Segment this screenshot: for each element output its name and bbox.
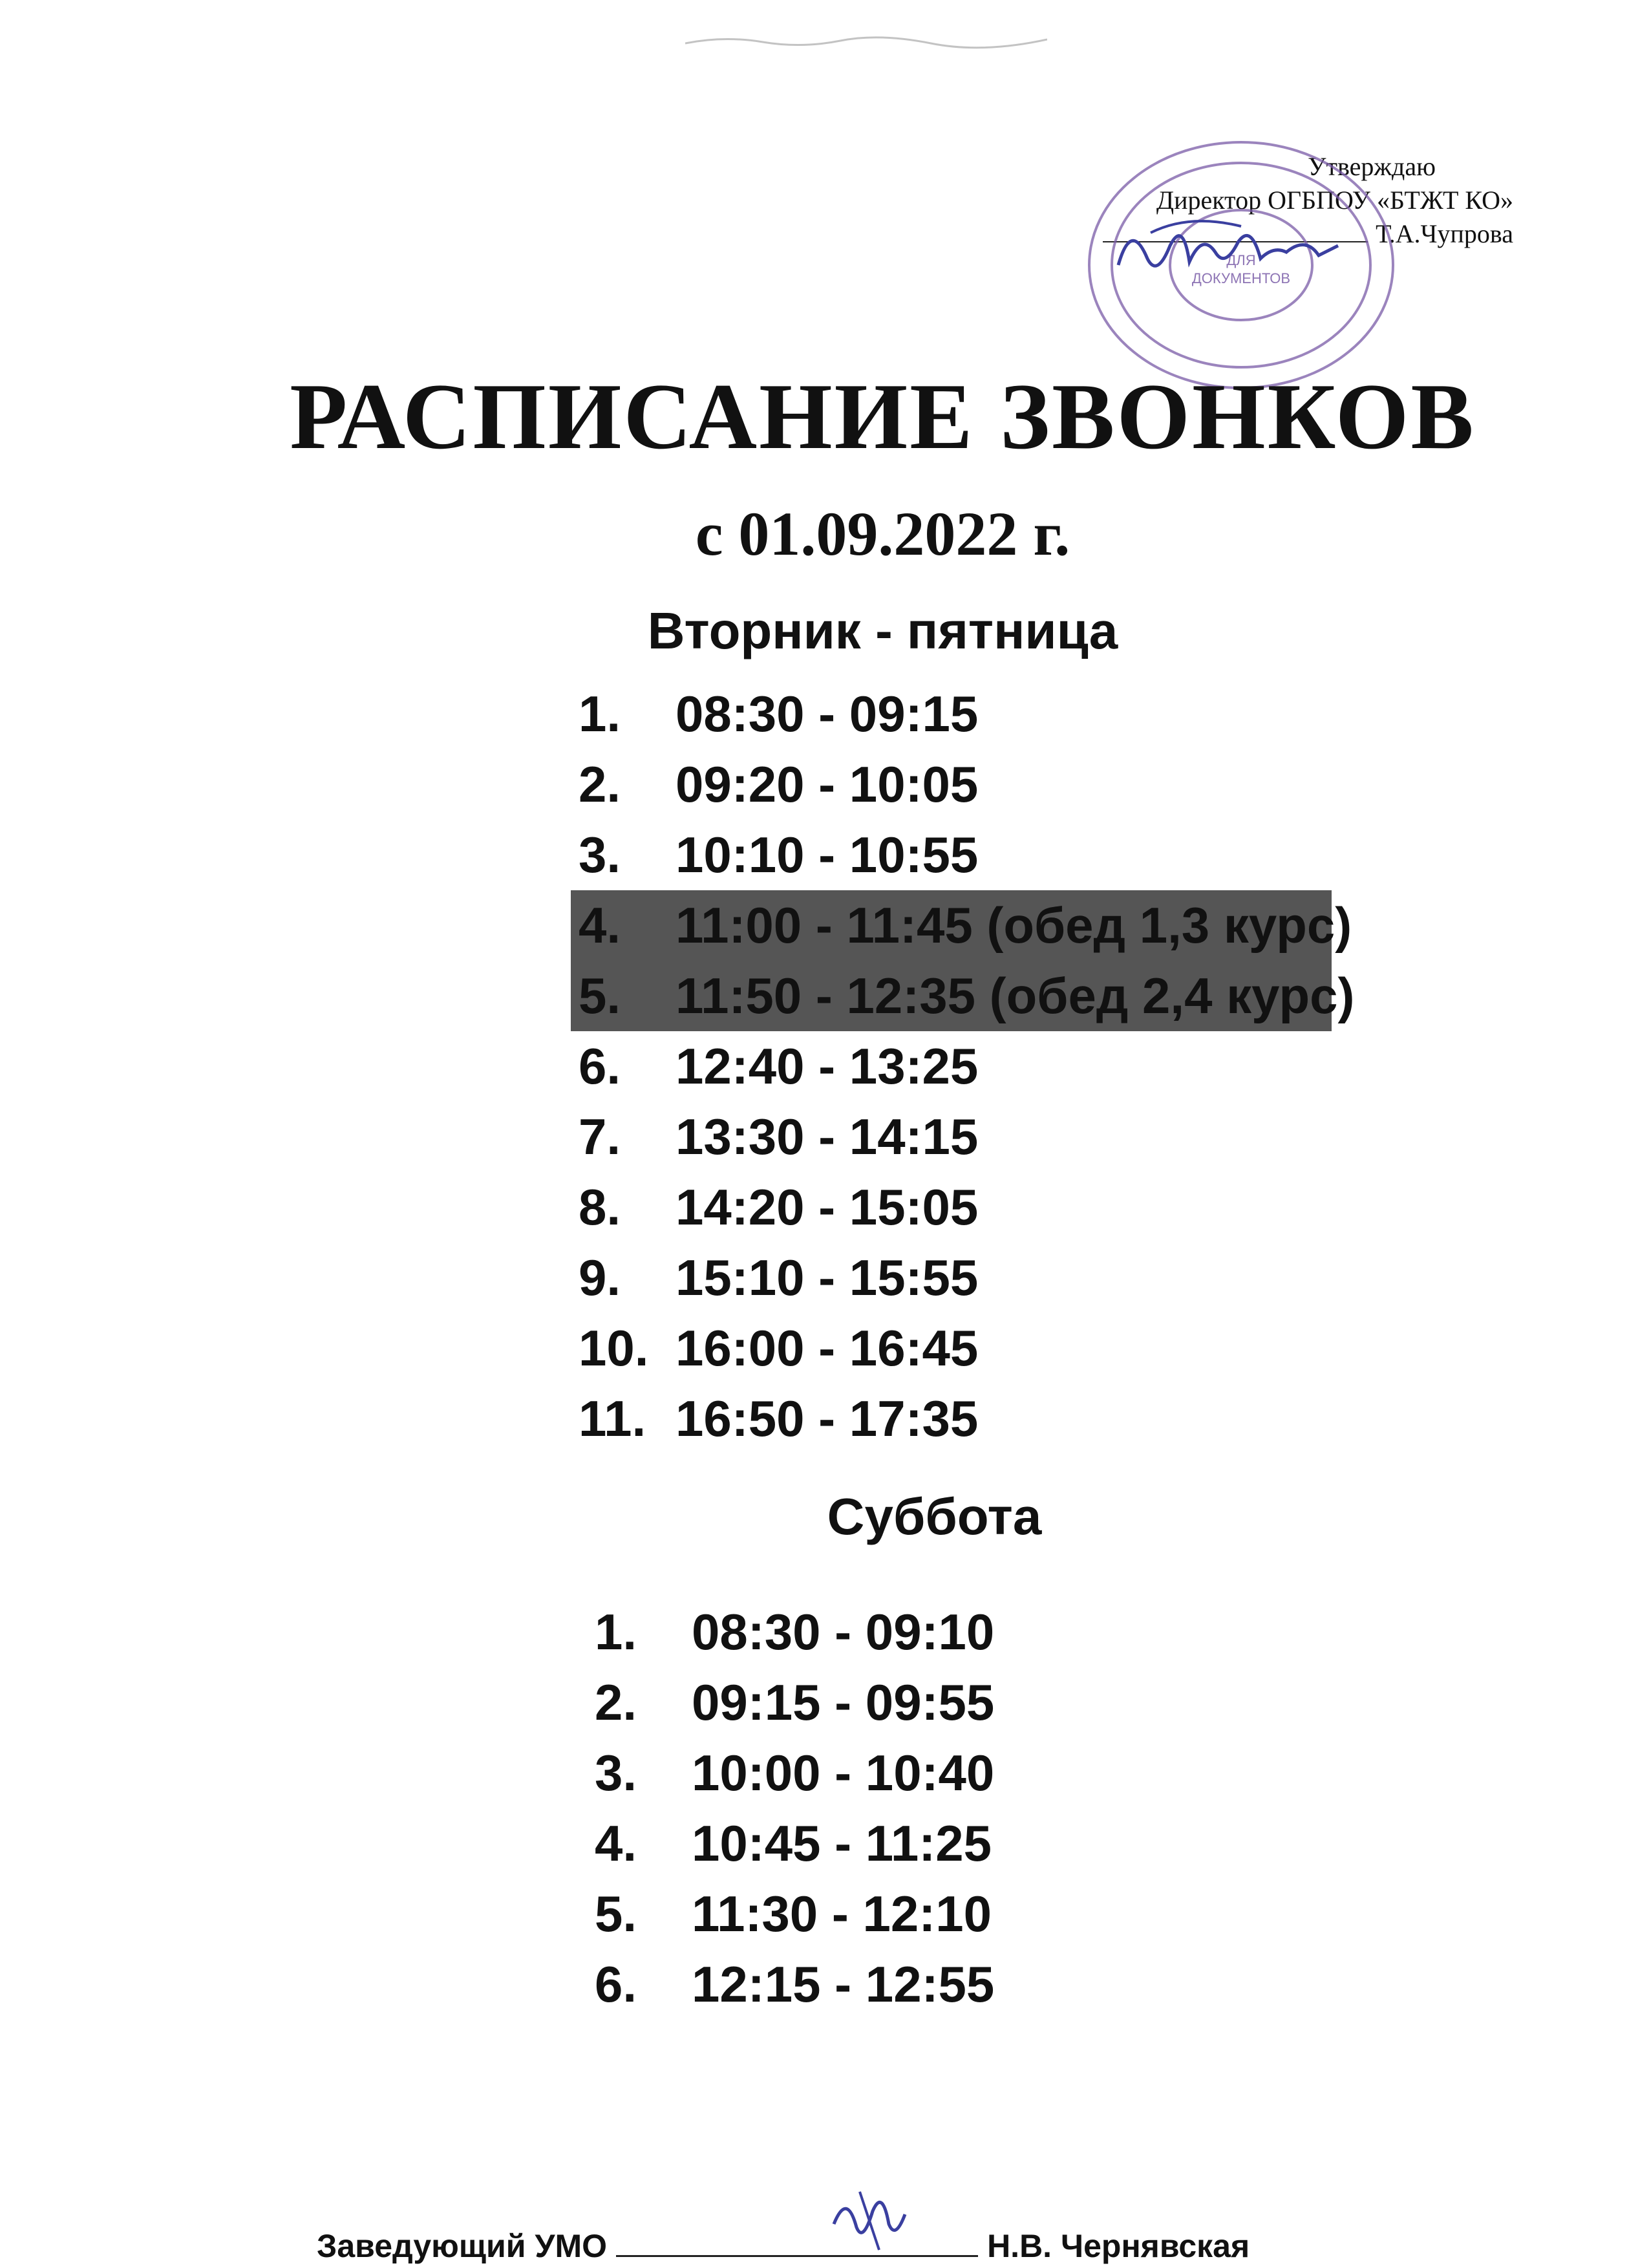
row-number: 9. xyxy=(579,1249,621,1306)
weekdays-list xyxy=(579,679,1355,1454)
row-number: 1. xyxy=(595,1603,637,1660)
approval-position: Директор ОГБПОУ «БТЖТ КО» xyxy=(1156,186,1513,215)
row-time: 11:30 - 12:10 xyxy=(692,1885,992,1942)
weekdays-heading: Вторник - пятница xyxy=(647,602,1118,659)
row-time: 12:15 - 12:55 xyxy=(692,1956,995,2013)
row-number: 11. xyxy=(579,1390,646,1447)
row-time: 14:20 - 15:05 xyxy=(676,1179,979,1236)
schedule-row xyxy=(579,749,1332,820)
row-time: 15:10 - 15:55 xyxy=(676,1249,979,1306)
schedule-row xyxy=(595,1738,994,1808)
row-number: 6. xyxy=(595,1956,637,2013)
row-number: 3. xyxy=(579,826,621,883)
row-number: 7. xyxy=(579,1108,621,1165)
schedule-row xyxy=(595,1597,994,1667)
row-number: 5. xyxy=(595,1885,637,1942)
row-number: 4. xyxy=(579,897,621,954)
row-number: 5. xyxy=(579,967,621,1024)
schedule-row xyxy=(595,1667,994,1738)
row-number: 3. xyxy=(595,1744,637,1801)
row-time: 08:30 - 09:10 xyxy=(692,1603,995,1660)
footer-position: Заведующий УМО xyxy=(317,2228,608,2264)
row-time: 16:50 - 17:35 xyxy=(676,1390,979,1447)
schedule-row xyxy=(579,1313,1332,1384)
schedule-row xyxy=(579,1384,1332,1454)
stamp-text-2: ДОКУМЕНТОВ xyxy=(1191,270,1291,286)
row-number: 1. xyxy=(579,685,621,742)
row-number: 4. xyxy=(595,1815,637,1872)
schedule-row xyxy=(579,1243,1332,1313)
scan-artifact xyxy=(685,29,1047,55)
row-time: 10:10 - 10:55 xyxy=(676,826,979,883)
page-title: РАСПИСАНИЕ ЗВОНКОВ xyxy=(290,364,1476,469)
row-time: 09:15 - 09:55 xyxy=(692,1674,995,1731)
head-signature xyxy=(821,2179,918,2256)
footer-signature-block xyxy=(317,2227,1250,2265)
footer-name: Н.В. Чернявская xyxy=(987,2228,1250,2264)
row-time: 11:00 - 11:45 (обед 1,3 курс) xyxy=(676,897,1352,954)
approval-signer: Т.А.Чупрова xyxy=(1376,219,1513,248)
effective-date: с 01.09.2022 г. xyxy=(695,499,1070,568)
schedule-row xyxy=(579,1102,1332,1172)
row-number: 2. xyxy=(595,1674,637,1731)
row-time: 10:45 - 11:25 xyxy=(692,1815,992,1872)
row-time: 12:40 - 13:25 xyxy=(676,1038,979,1095)
signature-underline xyxy=(616,2229,978,2257)
row-number: 10. xyxy=(579,1320,649,1376)
row-time: 08:30 - 09:15 xyxy=(676,685,979,742)
schedule-row xyxy=(595,1879,994,1949)
schedule-row xyxy=(595,1949,994,2020)
row-number: 6. xyxy=(579,1038,621,1095)
saturday-heading: Суббота xyxy=(827,1488,1042,1545)
schedule-row xyxy=(579,820,1332,890)
director-signature xyxy=(1112,207,1345,291)
row-number: 8. xyxy=(579,1179,621,1236)
row-number: 2. xyxy=(579,756,621,813)
schedule-row-lunch xyxy=(571,961,1355,1031)
schedule-row xyxy=(579,1031,1332,1102)
schedule-row xyxy=(579,679,1332,749)
schedule-row-lunch xyxy=(571,890,1352,961)
schedule-row xyxy=(595,1808,994,1879)
saturday-list xyxy=(595,1597,994,2020)
row-time: 09:20 - 10:05 xyxy=(676,756,979,813)
schedule-row xyxy=(579,1172,1332,1243)
row-time: 16:00 - 16:45 xyxy=(676,1320,979,1376)
approval-label: Утверждаю xyxy=(1308,152,1436,181)
row-time: 13:30 - 14:15 xyxy=(676,1108,979,1165)
stamp-text-1: ДЛЯ xyxy=(1226,252,1256,268)
row-time: 10:00 - 10:40 xyxy=(692,1744,995,1801)
row-time: 11:50 - 12:35 (обед 2,4 курс) xyxy=(676,967,1355,1024)
